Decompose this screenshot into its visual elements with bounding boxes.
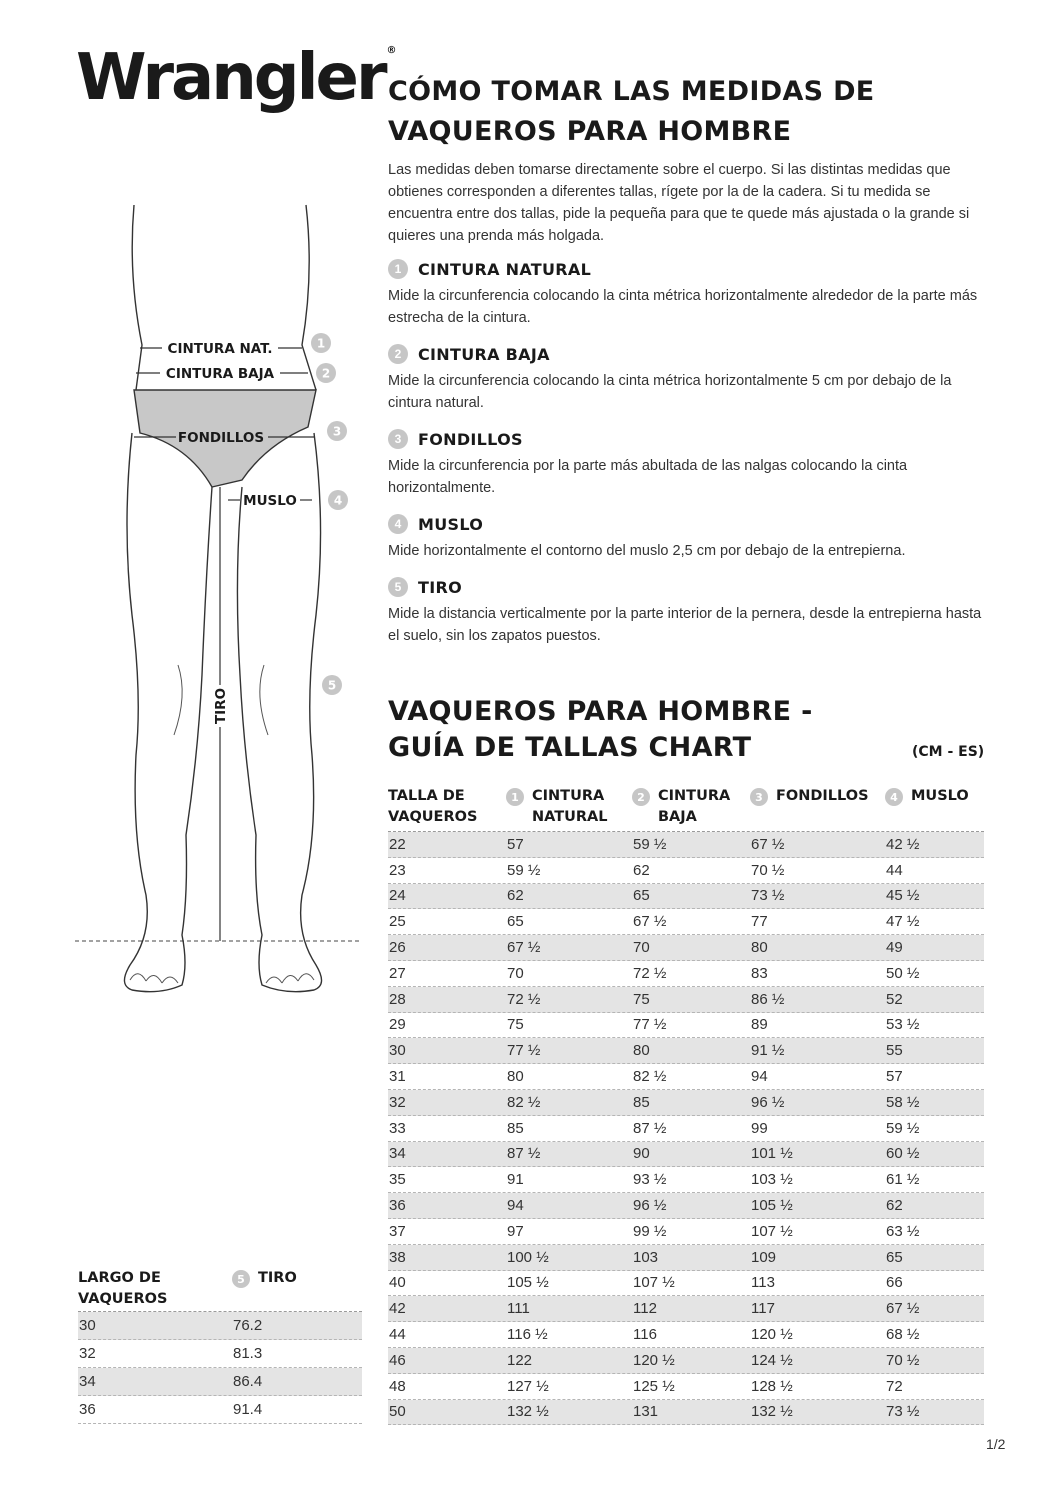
column-number-badge: 1: [506, 788, 524, 806]
column-label: MUSLO: [911, 788, 969, 804]
length-table: [78, 1268, 362, 1424]
column-number-badge: 5: [232, 1270, 250, 1288]
table-cell: 46: [389, 1351, 406, 1369]
step-number-badge: 2: [388, 344, 408, 364]
step-item: [388, 427, 988, 499]
table-cell: 86.4: [233, 1373, 263, 1390]
step-title: FONDILLOS: [418, 429, 523, 449]
measurement-steps: [388, 257, 988, 660]
table-cell: 111: [507, 1300, 530, 1318]
column-label-line2: VAQUEROS: [78, 1291, 168, 1307]
table-row: [388, 961, 984, 987]
step-title: CINTURA NATURAL: [418, 259, 592, 279]
table-cell: 45 ½: [886, 887, 920, 905]
table-row: [78, 1312, 362, 1340]
step-header: [388, 342, 988, 366]
size-table: [388, 786, 984, 1425]
table-cell: 35: [389, 1171, 406, 1189]
table-row: [78, 1368, 362, 1396]
step-header: [388, 427, 988, 451]
figure-badge-4: [328, 490, 348, 510]
step-number-badge: 1: [388, 259, 408, 279]
table-cell: 132 ½: [507, 1403, 549, 1421]
legs-illustration: [70, 195, 370, 1005]
registered-mark: ®: [386, 45, 397, 56]
table-cell: 80: [507, 1068, 524, 1086]
table-cell: 105 ½: [751, 1197, 793, 1215]
table-cell: 61 ½: [886, 1171, 920, 1189]
table-cell: 55: [886, 1042, 903, 1060]
table-cell: 72: [886, 1377, 903, 1395]
right-leg-outline: [237, 433, 321, 992]
size-table-column-header: [750, 786, 885, 831]
table-cell: 73 ½: [886, 1403, 920, 1421]
figure-badge-5: [322, 675, 342, 695]
step-description: Mide la circunferencia por la parte más abultada de las nalgas colocando la cinta horizontalmente.: [388, 458, 908, 496]
table-cell: 125 ½: [633, 1377, 675, 1395]
table-cell: 81.3: [233, 1345, 263, 1362]
table-row: [388, 1374, 984, 1400]
column-number-badge: 4: [885, 788, 903, 806]
step-title: TIRO: [418, 577, 462, 597]
table-cell: 25: [389, 913, 406, 931]
table-cell: 48: [389, 1377, 406, 1395]
table-cell: 124 ½: [751, 1351, 793, 1369]
table-cell: 52: [886, 990, 903, 1008]
table-row: [388, 858, 984, 884]
table-cell: 91.4: [233, 1401, 263, 1418]
table-cell: 101 ½: [751, 1145, 793, 1163]
table-cell: 34: [389, 1145, 406, 1163]
table-cell: 65: [886, 1248, 903, 1266]
table-cell: 26: [389, 939, 406, 957]
table-cell: 67 ½: [886, 1300, 920, 1318]
table-cell: 49: [886, 939, 903, 957]
size-chart-title: [388, 694, 908, 766]
table-row: [388, 1064, 984, 1090]
svg-text:4: 4: [333, 493, 343, 508]
table-row: [388, 1167, 984, 1193]
table-cell: 66: [886, 1274, 903, 1292]
table-cell: 77: [751, 913, 768, 931]
size-table-header: [388, 786, 984, 832]
table-cell: 82 ½: [633, 1068, 667, 1086]
table-cell: 120 ½: [633, 1351, 675, 1369]
step-item: [388, 342, 988, 414]
table-cell: 117: [751, 1300, 775, 1318]
column-label: [78, 1268, 167, 1310]
table-cell: 105 ½: [507, 1274, 549, 1292]
step-number-badge: 3: [388, 429, 408, 449]
table-cell: 38: [389, 1248, 406, 1266]
table-cell: 103: [633, 1248, 659, 1266]
table-cell: 58 ½: [886, 1093, 920, 1111]
table-cell: 85: [507, 1119, 524, 1137]
column-label-line1: LARGO DE: [78, 1270, 161, 1286]
table-row: [388, 1296, 984, 1322]
size-table-column-header: [388, 786, 506, 831]
table-cell: 59 ½: [886, 1119, 920, 1137]
table-cell: 91: [507, 1171, 524, 1189]
table-cell: 42 ½: [886, 835, 920, 853]
step-description: Mide horizontalmente el contorno del muslo 2,5 cm por debajo de la entrepierna.: [388, 543, 906, 559]
table-cell: 107 ½: [751, 1222, 793, 1240]
step-item: [388, 257, 988, 329]
table-row: [388, 1219, 984, 1245]
table-cell: 68 ½: [886, 1326, 920, 1344]
table-cell: 32: [79, 1345, 96, 1362]
table-cell: 32: [389, 1093, 406, 1111]
svg-text:5: 5: [327, 678, 337, 693]
table-cell: 50 ½: [886, 964, 920, 982]
step-description: Mide la circunferencia colocando la cinta métrica horizontalmente alrededor de la parte más estrecha de la cintura.: [388, 288, 978, 326]
length-table-column-header: [232, 1268, 362, 1311]
table-row: [388, 1245, 984, 1271]
figure-badge-3: [327, 421, 347, 441]
table-cell: 82 ½: [507, 1093, 541, 1111]
table-cell: 86 ½: [751, 990, 785, 1008]
torso-left-edge: [132, 205, 142, 390]
table-cell: 30: [389, 1042, 406, 1060]
length-table-header: [78, 1268, 362, 1312]
table-cell: 96 ½: [751, 1093, 785, 1111]
size-table-column-header: [632, 786, 750, 831]
label-fondillos: FONDILLOS: [177, 430, 265, 446]
column-label: TALLA DE VAQUEROS: [388, 788, 478, 825]
figure-badge-2: [316, 363, 336, 383]
table-cell: 70 ½: [886, 1351, 920, 1369]
table-cell: 99: [751, 1119, 768, 1137]
units-label: (CM - ES): [912, 744, 985, 760]
table-cell: 28: [389, 990, 406, 1008]
step-item: [388, 512, 988, 562]
table-cell: 112: [633, 1300, 657, 1318]
left-toes: [130, 974, 178, 983]
table-cell: 103 ½: [751, 1171, 793, 1189]
left-knee: [174, 665, 182, 735]
table-cell: 131: [633, 1403, 659, 1421]
right-toes: [266, 974, 314, 983]
table-cell: 99 ½: [633, 1222, 667, 1240]
table-cell: 87 ½: [633, 1119, 667, 1137]
table-cell: 44: [886, 861, 903, 879]
label-cintura-nat: CINTURA NAT.: [167, 341, 273, 357]
table-cell: 120 ½: [751, 1326, 793, 1344]
size-chart-title-line2: GUÍA DE TALLAS CHART: [388, 732, 752, 763]
table-row: [388, 1116, 984, 1142]
table-cell: 65: [633, 887, 650, 905]
table-row: [388, 1400, 984, 1426]
table-cell: 128 ½: [751, 1377, 793, 1395]
table-cell: 67 ½: [751, 835, 785, 853]
table-cell: 50: [389, 1403, 406, 1421]
table-cell: 96 ½: [633, 1197, 667, 1215]
table-cell: 23: [389, 861, 406, 879]
table-row: [388, 1271, 984, 1297]
step-header: [388, 512, 988, 536]
svg-text:1: 1: [316, 336, 326, 351]
table-cell: 22: [389, 835, 406, 853]
label-cintura-baja: CINTURA BAJA: [165, 366, 275, 382]
table-row: [388, 1013, 984, 1039]
column-label: FONDILLOS: [776, 788, 869, 804]
table-cell: 77 ½: [507, 1042, 541, 1060]
table-cell: 83: [751, 964, 768, 982]
table-cell: 100 ½: [507, 1248, 549, 1266]
table-row: [388, 1142, 984, 1168]
table-cell: 30: [79, 1317, 96, 1334]
page-number: 1/2: [986, 1436, 1006, 1452]
table-cell: 44: [389, 1326, 406, 1344]
table-cell: 70 ½: [751, 861, 785, 879]
table-cell: 97: [507, 1222, 524, 1240]
table-cell: 24: [389, 887, 406, 905]
step-description: Mide la circunferencia colocando la cinta métrica horizontalmente 5 cm por debajo de la cintura natural.: [388, 373, 952, 411]
page-title-line2: VAQUEROS PARA HOMBRE: [388, 116, 792, 147]
table-cell: 70: [633, 939, 650, 957]
table-row: [388, 935, 984, 961]
table-cell: 62: [507, 887, 524, 905]
table-row: [388, 832, 984, 858]
table-row: [388, 884, 984, 910]
table-cell: 67 ½: [633, 913, 667, 931]
table-row: [388, 987, 984, 1013]
column-label-line1: TIRO: [258, 1270, 297, 1286]
right-knee: [260, 665, 268, 735]
size-chart-title-line1: VAQUEROS PARA HOMBRE -: [388, 696, 813, 727]
step-item: [388, 575, 988, 647]
column-label: [258, 1268, 297, 1289]
table-row: [388, 1193, 984, 1219]
table-cell: 87 ½: [507, 1145, 541, 1163]
column-number-badge: 3: [750, 788, 768, 806]
table-cell: 37: [389, 1222, 406, 1240]
step-description: Mide la distancia verticalmente por la parte interior de la pernera, desde la entrepierna hasta el suelo, sin los zapatos puestos.: [388, 606, 982, 644]
table-cell: 116 ½: [507, 1326, 548, 1344]
step-number-badge: 4: [388, 514, 408, 534]
table-cell: 107 ½: [633, 1274, 675, 1292]
table-row: [78, 1340, 362, 1368]
table-cell: 57: [507, 835, 524, 853]
table-cell: 36: [389, 1197, 406, 1215]
table-cell: 62: [633, 861, 650, 879]
table-cell: 59 ½: [633, 835, 667, 853]
table-cell: 72 ½: [633, 964, 667, 982]
table-cell: 94: [507, 1197, 524, 1215]
size-table-column-header: [506, 786, 632, 831]
table-cell: 80: [751, 939, 768, 957]
table-cell: 80: [633, 1042, 650, 1060]
table-cell: 70: [507, 964, 524, 982]
label-muslo: MUSLO: [243, 493, 297, 509]
table-cell: 75: [507, 1016, 524, 1034]
column-number-badge: 2: [632, 788, 650, 806]
table-cell: 36: [79, 1401, 96, 1418]
table-row: [388, 909, 984, 935]
table-cell: 40: [389, 1274, 406, 1292]
intro-text: Las medidas deben tomarse directamente sobre el cuerpo. Si las distintas medidas que obtienes corresponden a diferentes tallas, rígete por la de la cadera. Si tu medida se encuentra entre dos tallas, pide la pequeña para que te quede más ajustada o la grande si quieres una prenda más holgada.: [388, 162, 970, 244]
step-header: [388, 257, 988, 281]
torso-right-edge: [302, 205, 316, 390]
table-cell: 60 ½: [886, 1145, 920, 1163]
table-cell: 31: [389, 1068, 406, 1086]
table-cell: 34: [79, 1373, 96, 1390]
table-cell: 116: [633, 1326, 657, 1344]
size-table-column-header: [885, 786, 984, 831]
table-cell: 33: [389, 1119, 406, 1137]
left-leg-outline: [124, 433, 212, 992]
table-cell: 42: [389, 1300, 406, 1318]
step-title: CINTURA BAJA: [418, 344, 550, 364]
table-cell: 91 ½: [751, 1042, 785, 1060]
table-row: [388, 1322, 984, 1348]
table-cell: 63 ½: [886, 1222, 920, 1240]
table-cell: 53 ½: [886, 1016, 920, 1034]
column-label: CINTURA NATURAL: [532, 788, 608, 825]
page-title: [388, 72, 1008, 152]
table-cell: 67 ½: [507, 939, 541, 957]
table-cell: 65: [507, 913, 524, 931]
table-row: [388, 1348, 984, 1374]
table-cell: 85: [633, 1093, 650, 1111]
table-cell: 75: [633, 990, 650, 1008]
label-tiro: TIRO: [213, 687, 229, 725]
table-cell: 109: [751, 1248, 777, 1266]
table-cell: 132 ½: [751, 1403, 793, 1421]
table-row: [388, 1090, 984, 1116]
table-cell: 27: [389, 964, 406, 982]
length-table-column-header: [78, 1268, 232, 1311]
svg-text:2: 2: [321, 366, 331, 381]
page-title-line1: CÓMO TOMAR LAS MEDIDAS DE: [388, 76, 875, 107]
table-row: [388, 1038, 984, 1064]
svg-text:3: 3: [332, 424, 342, 439]
table-cell: 72 ½: [507, 990, 541, 1008]
table-cell: 62: [886, 1197, 903, 1215]
table-cell: 77 ½: [633, 1016, 667, 1034]
table-cell: 93 ½: [633, 1171, 667, 1189]
step-number-badge: 5: [388, 577, 408, 597]
table-cell: 89: [751, 1016, 768, 1034]
table-cell: 94: [751, 1068, 768, 1086]
table-cell: 29: [389, 1016, 406, 1034]
step-header: [388, 575, 988, 599]
table-cell: 113: [751, 1274, 775, 1292]
logo-text: Wrangler: [76, 41, 385, 115]
table-cell: 122: [507, 1351, 533, 1369]
table-row: [78, 1396, 362, 1424]
brand-logo: [76, 41, 397, 115]
table-cell: 47 ½: [886, 913, 920, 931]
table-cell: 59 ½: [507, 861, 541, 879]
column-label: CINTURA BAJA: [658, 788, 731, 825]
table-cell: 73 ½: [751, 887, 785, 905]
figure-badge-1: [311, 333, 331, 353]
table-cell: 57: [886, 1068, 903, 1086]
table-cell: 76.2: [233, 1317, 263, 1334]
table-cell: 127 ½: [507, 1377, 549, 1395]
step-title: MUSLO: [418, 514, 484, 534]
body-figure: [70, 195, 370, 1005]
table-cell: 90: [633, 1145, 650, 1163]
